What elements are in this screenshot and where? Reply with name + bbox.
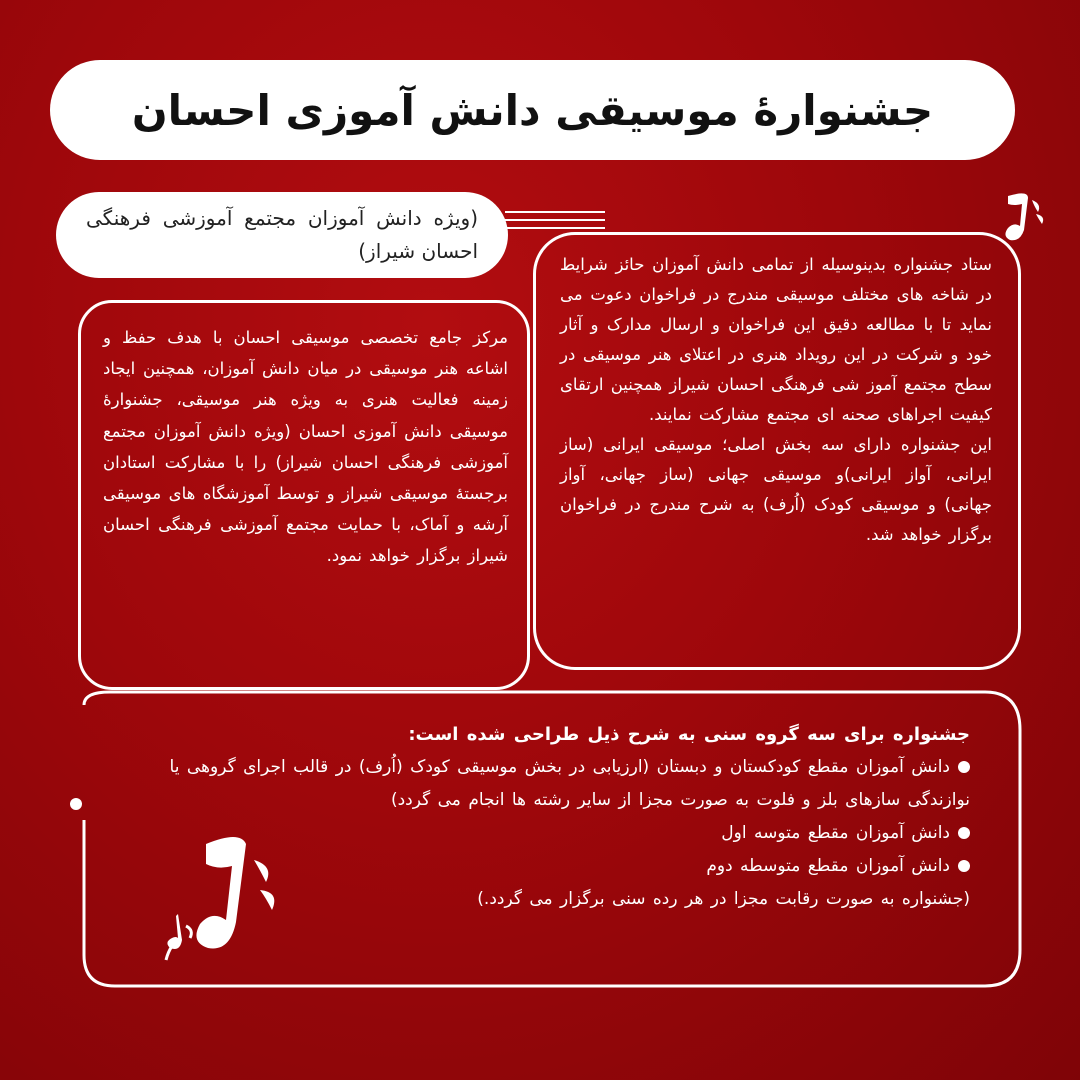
bullet-icon [958, 860, 970, 872]
age-groups-heading: جشنواره برای سه گروه سنی به شرح ذیل طراحی شده است: [408, 724, 970, 745]
list-item: دانش آموزان مقطع متوسه اول [110, 817, 970, 850]
page-title: جشنوارۀ موسیقی دانش آموزی احسان [131, 85, 934, 135]
music-note-icon [160, 830, 290, 970]
bullet-icon [958, 827, 970, 839]
age-groups-note: (جشنواره به صورت رقابت مجزا در هر رده سنی برگزار می گردد.) [477, 889, 970, 909]
call-paragraph-1: ستاد جشنواره بدینوسیله از تمامی دانش آموزان حائز شرایط در شاخه های مختلف موسیقی مندرج در فراخوان دعوت می نماید تا با مطالعه دقیق این فراخوان و ارسال مدارک و آثار خود و شرکت در این رویداد هنری در اعتلای هنر موسیقی در سطح مجتمع آموز شی فرهنگی احسان شیراز همچنین ارتقای کیفیت اجراهای صحنه ای مجتمع مشارکت نمایند. [560, 255, 992, 424]
frame-dot [70, 798, 82, 810]
intro-paragraph: مرکز جامع تخصصی موسیقی احسان با هدف حفظ و اشاعه هنر موسیقی در میان دانش آموزان، همچنین ایجاد زمینه فعالیت هنری به ویژه هنر موسیقی، جشنوارۀ موسیقی دانش آموزی احسان (ویژه دانش آموزان مجتمع آموزشی فرهنگی احسان شیراز) را با مشارکت استادان برجستۀ موسیقی شیراز و توسط آموزشگاه های موسیقی آرشه و آماک، با حمایت مجتمع آموزشی فرهنگی احسان شیراز برگزار خواهد نمود. [103, 328, 508, 566]
bullet-icon [958, 761, 970, 773]
list-item: دانش آموزان مقطع کودکستان و دبستان (ارزیابی در بخش موسیقی کودک (اُرف) در قالب اجرای گروهی یا نوازندگی سازهای بلز و فلوت به صورت مجزا از سایر رشته ها انجام می گردد) [169, 757, 970, 810]
subtitle-text: (ویژه دانش آموزان مجتمع آموزشی فرهنگی احسان شیراز) [86, 206, 478, 263]
call-paragraph-2: این جشنواره دارای سه بخش اصلی؛ موسیقی ایرانی (ساز ایرانی، آواز ایرانی)و موسیقی جهانی (ساز جهانی، آواز جهانی) و موسیقی کودک (اُرف) به شرح مندرج در فراخوان برگزار خواهد شد. [560, 435, 992, 544]
list-item: دانش آموزان مقطع متوسطه دوم [110, 850, 970, 883]
